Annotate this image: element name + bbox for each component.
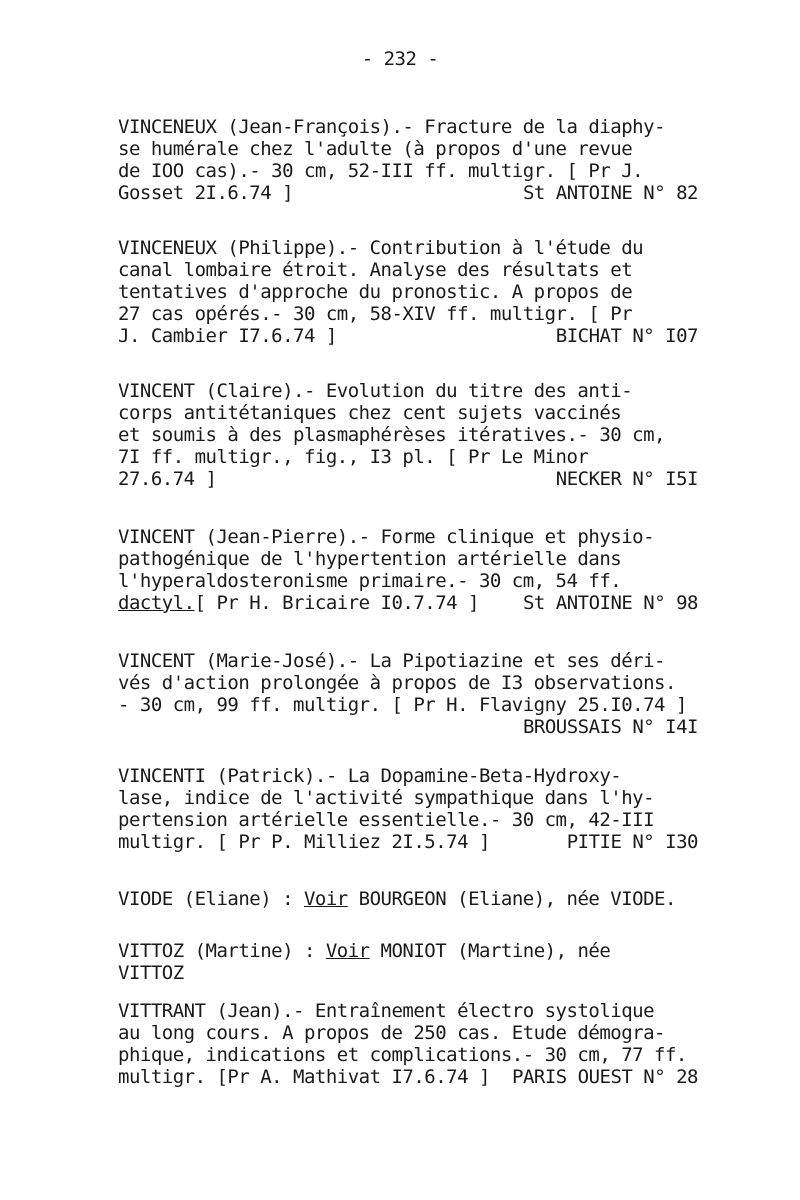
bibliography-entry (118, 765, 698, 853)
entry-line: VINCENEUX (Jean-François).- Fracture de la diaphy- (118, 116, 665, 138)
entry-citation: multigr. [Pr A. Mathivat I7.6.74 ] (118, 1066, 490, 1088)
entry-line: vés d'action prolongée à propos de I3 observations. (118, 672, 676, 694)
entry-location: St ANTOINE N° 82 (522, 182, 698, 204)
cross-reference-entry (118, 940, 698, 984)
entry-line: VINCENT (Claire).- Evolution du titre des anti- (118, 380, 633, 402)
entry-line: VITTRANT (Jean).- Entraînement électro systolique (118, 1000, 655, 1022)
entry-line: - 30 cm, 99 ff. multigr. [ Pr H. Flavigny 25.I0.74 ] (118, 694, 687, 716)
entry-line: lase, indice de l'activité sympathique dans l'hy- (118, 787, 655, 809)
entry-citation: multigr. [ Pr P. Milliez 2I.5.74 ] (118, 831, 490, 853)
entry-last-line (118, 831, 698, 853)
entry-line: au long cours. A propos de 250 cas. Etude démogra- (118, 1022, 665, 1044)
bibliography-entry (118, 237, 698, 347)
entry-last-line (118, 592, 698, 614)
entry-line (118, 888, 698, 910)
entry-line (118, 940, 698, 962)
entry-citation-rest: [ Pr H. Bricaire I0.7.74 ] (194, 592, 479, 614)
entry-line: VINCENT (Jean-Pierre).- Forme clinique et physio- (118, 526, 655, 548)
entry-last-line (118, 325, 698, 347)
entry-location: BICHAT N° I07 (555, 325, 698, 347)
entry-line: VINCENT (Marie-José).- La Pipotiazine et ses déri- (118, 650, 665, 672)
format-underlined: dactyl. (118, 592, 195, 614)
entry-line: se humérale chez l'adulte (à propos d'une revue (118, 138, 633, 160)
entry-line: pertension artérielle essentielle.- 30 cm, 42-III (118, 809, 655, 831)
cross-reference-entry (118, 888, 698, 910)
bibliography-entry (118, 380, 698, 490)
entry-line: l'hyperaldosteronisme primaire.- 30 cm, 54 ff. (118, 570, 622, 592)
see-reference-link: Voir (325, 940, 370, 962)
bibliography-entry (118, 526, 698, 614)
entry-line: VITTOZ (118, 962, 184, 984)
entry-line: canal lombaire étroit. Analyse des résultats et (118, 259, 633, 281)
entry-location: BROUSSAIS N° I4I (522, 716, 698, 738)
entry-citation: J. Cambier I7.6.74 ] (118, 325, 337, 347)
bibliography-entry (118, 650, 698, 738)
entry-last-line (118, 468, 698, 490)
entry-line: tentatives d'approche du pronostic. A propos de (118, 281, 633, 303)
see-reference-link: Voir (303, 888, 348, 910)
entry-line: phique, indications et complications.- 30 cm, 77 ff. (118, 1044, 687, 1066)
entry-location: PARIS OUEST N° 28 (512, 1066, 698, 1088)
bibliography-entry (118, 1000, 698, 1088)
entry-last-line (118, 182, 698, 204)
ref-target: MONIOT (Martine), née (369, 940, 611, 962)
entry-line: et soumis à des plasmaphérèses itératives.- 30 cm, (118, 424, 665, 446)
bibliography-entry (118, 116, 698, 204)
ref-name: VIODE (Eliane) : (118, 888, 304, 910)
entry-citation (118, 592, 479, 614)
entry-location: St ANTOINE N° 98 (522, 592, 698, 614)
entry-line: VINCENEUX (Philippe).- Contribution à l'étude du (118, 237, 644, 259)
entry-citation: Gosset 2I.6.74 ] (118, 182, 294, 204)
ref-target: BOURGEON (Eliane), née VIODE. (347, 888, 676, 910)
entry-line: pathogénique de l'hypertention artérielle dans (118, 548, 622, 570)
entry-citation: 27.6.74 ] (118, 468, 217, 490)
ref-name: VITTOZ (Martine) : (118, 940, 326, 962)
page-number: - 232 - (361, 48, 439, 70)
entry-location: NECKER N° I5I (555, 468, 698, 490)
entry-location: PITIE N° I30 (566, 831, 698, 853)
entry-line: VINCENTI (Patrick).- La Dopamine-Beta-Hydroxy- (118, 765, 622, 787)
entry-last-line (118, 1066, 698, 1088)
entry-line: corps antitétaniques chez cent sujets vaccinés (118, 402, 622, 424)
entry-line: 7I ff. multigr., fig., I3 pl. [ Pr Le Minor (118, 446, 589, 468)
entry-line: de IOO cas).- 30 cm, 52-III ff. multigr. [ Pr J. (118, 160, 644, 182)
entry-line: 27 cas opérés.- 30 cm, 58-XIV ff. multigr. [ Pr (118, 303, 633, 325)
